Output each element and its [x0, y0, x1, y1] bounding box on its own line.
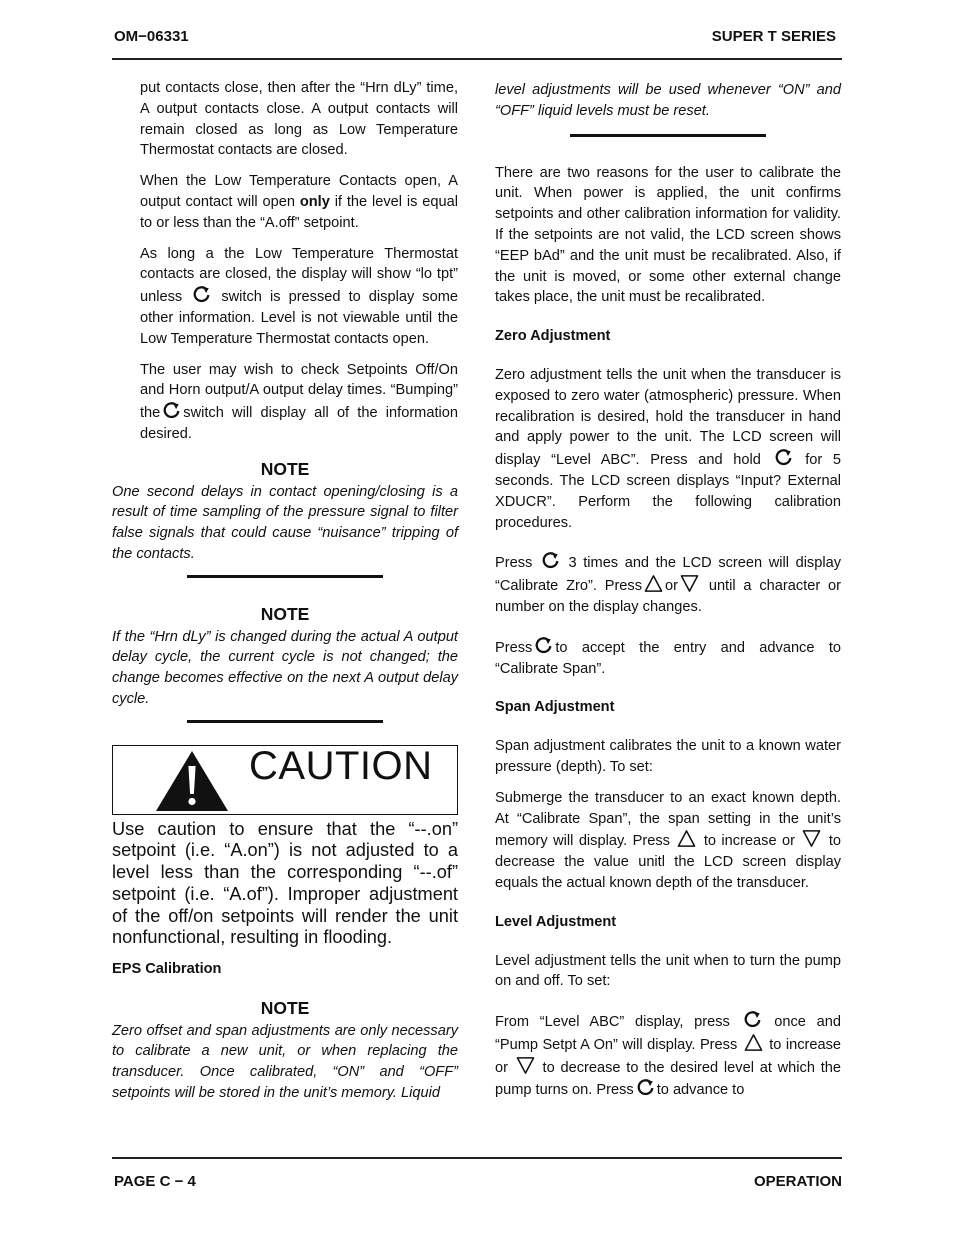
note-heading: NOTE [260, 997, 310, 1018]
paragraph: As long a the Low Temperature Thermostat contacts are closed, the display will show “lo tpt” unless switch is pressed to display some other information. Level is not viewable until the Low Temperature Thermostat contacts open. [140, 245, 458, 347]
up-triangle-icon [644, 574, 663, 593]
cycle-arrow-icon [743, 1010, 762, 1029]
left-column [112, 78, 458, 1104]
cycle-arrow-icon [192, 285, 211, 304]
section-heading: Zero Adjustment [495, 328, 611, 345]
paragraph: Level adjustment tells the unit when to turn the pump on and off. To set: [495, 952, 841, 990]
cycle-arrow-icon [541, 551, 560, 570]
note-text-continued: level adjustments will be used whenever “ON” and “OFF” liquid levels must be reset. [495, 82, 841, 119]
section-heading: EPS Calibration [112, 960, 222, 977]
right-column [495, 80, 841, 1111]
paragraph: There are two reasons for the user to calibrate the unit. When power is applied, the unit confirms setpoints and other calibration information for validity. If the setpoints are not valid, the LCD screen shows “EEP bAd” and the unit must be recalibrated. Also, if the unit is moved, or some other external change takes place, the unit must be recalibrated. [495, 164, 841, 306]
warning-triangle-icon [155, 750, 229, 812]
note-text: One second delays in contact opening/closing is a result of time sampling of the pressure signal to filter false signals that could cause “nuisance” tripping of the contacts. [112, 483, 458, 562]
down-triangle-icon [680, 574, 699, 593]
note-heading: NOTE [260, 603, 310, 624]
paragraph: When the Low Temperature Contacts open, A output contact will open only if the level is equal to or less than the “A.off” setpoint. [140, 173, 459, 231]
note-text: If the “Hrn dLy” is changed during the actual A output delay cycle, the current cycle is not changed; the change becomes effective on the next A output delay cycle. [112, 628, 458, 707]
note-separator [187, 720, 383, 723]
down-triangle-icon [516, 1056, 535, 1075]
footer-rule [112, 1157, 842, 1159]
caution-text: Use caution to ensure that the “--.on” setpoint (i.e. “A.on”) is not adjusted to a level less than the corresponding “--.of” setpoint (i.e. “A.of”). Improper adjustment of the off/on setpoints will render the unit nonfunctional, resulting in flooding. [112, 818, 458, 948]
cycle-arrow-icon [162, 401, 181, 420]
note-heading: NOTE [260, 458, 310, 479]
paragraph: Zero adjustment tells the unit when the transducer is exposed to zero water (atmospheric) pressure. When recalibration is desired, hold the transducer in hand and apply power to the unit. The LCD screen will display “Level ABC”. Press and hold for 5 seconds. The LCD screen displays “Input? External XDUCR”. Perform the following calibration procedures. [495, 366, 842, 531]
up-triangle-icon [744, 1033, 763, 1052]
cycle-arrow-icon [636, 1078, 655, 1097]
paragraph: Press to accept the entry and advance to “Calibrate Span”. [495, 636, 841, 680]
caution-box [112, 745, 458, 815]
caution-word: CAUTION [249, 743, 433, 788]
paragraph: Submerge the transducer to an exact known depth. At “Calibrate Span”, the span setting in the unit’s memory will display. Press to increase or to decrease the value unitl the LCD screen display equals the actual known depth of the transducer. [495, 789, 842, 891]
section-heading: Level Adjustment [495, 913, 617, 930]
cycle-arrow-icon [774, 448, 793, 467]
paragraph: Span adjustment calibrates the unit to a known water pressure (depth). To set: [495, 738, 841, 775]
header-rule [112, 58, 842, 60]
paragraph: The user may wish to check Setpoints Off/On and Horn output/A output delay times. “Bumping” the switch will display all of the information desired. [140, 361, 458, 442]
series-title: SUPER T SERIES [711, 28, 836, 45]
note-text: Zero offset and span adjustments are only necessary to calibrate a new unit, or when replacing the transducer. Once calibrated, “ON” and “OFF” setpoints will be stored in the unit’s memory. Liquid [112, 1022, 458, 1101]
section-heading: Span Adjustment [495, 699, 615, 716]
note-separator [570, 134, 766, 137]
note-separator [187, 575, 383, 578]
down-triangle-icon [802, 829, 821, 848]
doc-id: OM−06331 [114, 28, 189, 45]
cycle-arrow-icon [534, 636, 553, 655]
section-name: OPERATION [753, 1173, 842, 1190]
paragraph: Press 3 times and the LCD screen will display “Calibrate Zro”. Press or until a character or number on the display changes. [495, 551, 841, 617]
paragraph: From “Level ABC” display, press once and “Pump Setpt A On” will display. Press to increase or to decrease to the desired level at which the pump turns on. Press to advance to [495, 1010, 841, 1101]
page-number: PAGE C − 4 [114, 1173, 196, 1190]
up-triangle-icon [677, 829, 696, 848]
paragraph: put contacts close, then after the “Hrn dLy” time, A output contacts close. A output contacts will remain closed as long as Low Temperature Thermostat contacts are closed. [140, 80, 458, 159]
